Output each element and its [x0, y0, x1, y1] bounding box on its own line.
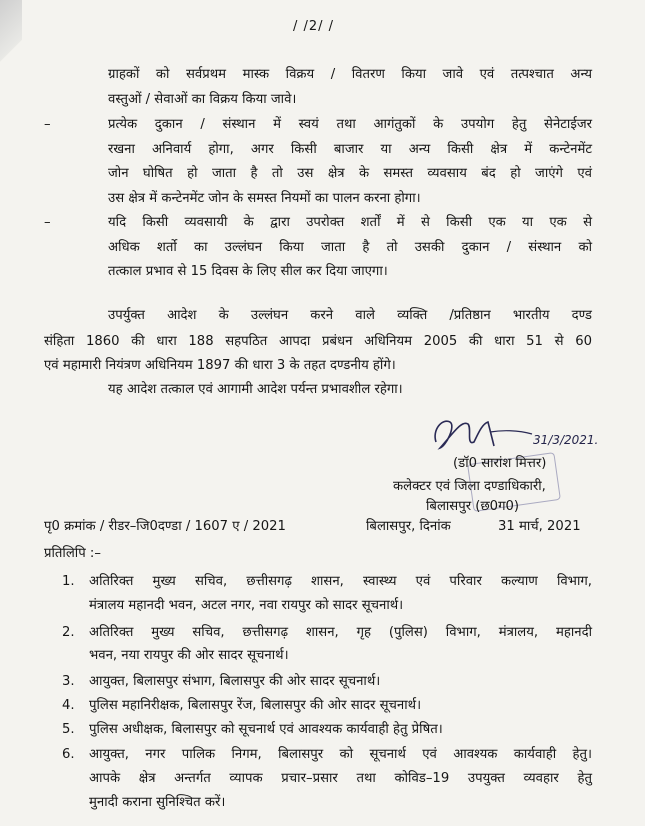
signatory-place: बिलासपुर (छ0ग0) [426, 499, 520, 514]
copy-to-label: प्रतिलिपि :– [44, 546, 101, 561]
copy-item-2-line-1: अतिरिक्त मुख्य सचिव, छत्तीसगढ़ शासन, गृह (पुलिस) विभाग, मंत्रालय, महानदी [89, 625, 592, 640]
violation-line-1: उपर्युक्त आदेश के उल्लंघन करने वाले व्यक्ति /प्रतिष्ठान भारतीय दण्ड [108, 308, 592, 323]
copy-item-2-line-2: भवन, नया रायपुर की ओर सादर सूचनार्थ। [89, 648, 289, 663]
condition-1-line-3: जोन घोषित हो जाता है तो उस क्षेत्र के समस्त व्यवसाय बंद हो जाएंगे एवं [108, 166, 592, 181]
signature-scribble-icon [428, 412, 538, 456]
copy-item-6-line-2: आपके क्षेत्र अन्तर्गत व्यापक प्रचार–प्रसार तथा कोविड–19 उपयुक्त व्यवहार हेतु [89, 771, 592, 786]
signatory-designation: कलेक्टर एवं जिला दण्डाधिकारी, [393, 479, 546, 494]
copy-item-number: 1. [62, 574, 75, 589]
copy-item-1-line-2: मंत्रालय महानदी भवन, अटल नगर, नवा रायपुर को सादर सूचनार्थ। [89, 598, 404, 613]
condition-dash: – [44, 117, 51, 132]
copy-item-6-line-3: मुनादी कराना सुनिश्चित करें। [89, 795, 226, 810]
condition-2-line-3: तत्काल प्रभाव से 15 दिवस के लिए सील कर दिया जाएगा। [108, 264, 388, 279]
condition-continued-line-1: ग्राहकों को सर्वप्रथम मास्क विक्रय / वितरण किया जावे एवं तत्पश्चात अन्य [108, 67, 592, 82]
violation-line-2: संहिता 1860 की धारा 188 सहपठित आपदा प्रबंधन अधिनियम 2005 की धारा 51 से 60 [44, 334, 592, 349]
copy-item-number: 5. [62, 722, 75, 737]
violation-line-3: एवं महामारी नियंत्रण अधिनियम 1897 की धारा 3 के तहत दण्डनीय होंगे। [44, 358, 396, 373]
copy-item-number: 6. [62, 747, 75, 762]
copy-item-5-line-1: पुलिस अधीक्षक, बिलासपुर को सूचनार्थ एवं आवश्यक कार्यवाही हेतु प्रेषित। [89, 722, 443, 737]
copy-item-3-line-1: आयुक्त, बिलासपुर संभाग, बिलासपुर की ओर सादर सूचनार्थ। [89, 674, 381, 689]
page-fold-shadow [0, 0, 22, 80]
endorsement-date-value: 31 मार्च, 2021 [498, 519, 581, 534]
copy-item-number: 4. [62, 698, 75, 713]
copy-item-number: 3. [62, 674, 75, 689]
copy-item-number: 2. [62, 625, 75, 640]
condition-1-line-4: उस क्षेत्र में कन्टेनमेंट जोन के समस्त नियमों का पालन करना होगा। [108, 191, 421, 206]
condition-continued-line-2: वस्तुओं / सेवाओं का विक्रय किया जावे। [108, 92, 297, 107]
condition-2-line-2: अधिक शर्तो का उल्लंघन किया जाता है तो उसकी दुकान / संस्थान को [108, 240, 592, 255]
condition-1-line-1: प्रत्येक दुकान / संस्थान में स्वयं तथा आगंतुकों के उपयोग हेतु सेनेटाईजर [108, 117, 592, 132]
condition-2-line-1: यदि किसी व्यवसायी के द्वारा उपरोक्त शर्तों में से किसी एक या एक से [108, 215, 592, 230]
page-number: / /2/ / [293, 19, 335, 34]
copy-item-1-line-1: अतिरिक्त मुख्य सचिव, छत्तीसगढ़ शासन, स्वास्थ्य एवं परिवार कल्याण विभाग, [89, 574, 592, 589]
signatory-name: (डॉ0 सारांश मित्तर) [453, 456, 547, 471]
signature-date: 31/3/2021. [533, 433, 599, 447]
effect-line: यह आदेश तत्काल एवं आगामी आदेश पर्यन्त प्रभावशील रहेगा। [108, 382, 403, 397]
endorsement-place-date: बिलासपुर, दिनांक [366, 519, 451, 534]
copy-item-6-line-1: आयुक्त, नगर पालिक निगम, बिलासपुर को सूचनार्थ एवं आवश्यक कार्यवाही हेतु। [89, 747, 592, 762]
endorsement-ref: पृ0 क्रमांक / रीडर–जि0दण्डा / 1607 ए / 2021 [44, 519, 286, 534]
condition-1-line-2: रखना अनिवार्य होगा, अगर किसी बाजार या अन्य किसी क्षेत्र में कन्टेनमेंट [108, 142, 592, 157]
copy-item-4-line-1: पुलिस महानिरीक्षक, बिलासपुर रेंज, बिलासपुर की ओर सादर सूचनार्थ। [89, 698, 422, 713]
condition-dash: – [44, 215, 51, 230]
